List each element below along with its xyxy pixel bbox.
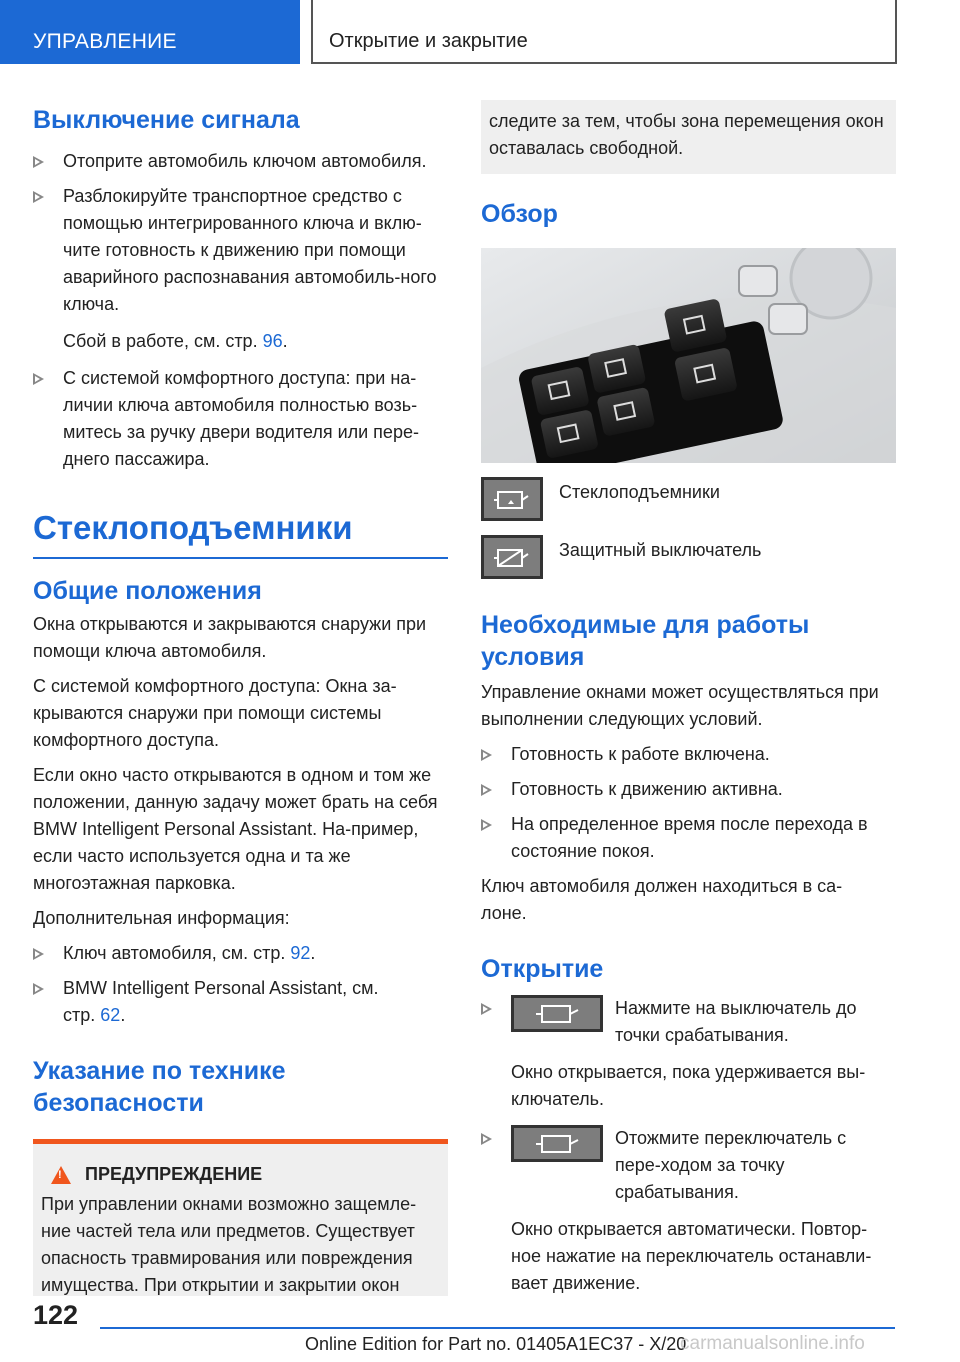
bullet-triangle-icon [33, 191, 44, 203]
legend-label: Стеклоподъемники [559, 482, 720, 502]
paragraph: Ключ автомобиля должен находиться в са-лоне. [481, 876, 843, 923]
page-header-title: Открытие и закрытие [311, 0, 897, 64]
legend-row [481, 477, 896, 521]
edition-text: Online Edition for Part no. 01405A1EC37 - X/20 [305, 1334, 687, 1354]
list-item: Нажмите на выключатель до точки срабатывания. Окно открывается, пока удерживается вы-ключатель. [481, 995, 896, 1113]
paragraph: Если окно часто открываются в одном и том же положении, данную задачу может брать на себя BMW Intelligent Personal Assistant. На-пример, если часто используется одна и та же многоэтажная парковка. [33, 765, 438, 893]
overview-heading: Обзор [481, 200, 558, 228]
list-item: BMW Intelligent Personal Assistant, см. стр. 62. [33, 975, 413, 1029]
warning-text: При управлении окнами возможно защемле-ние частей тела или предметов. Существует опасность травмирования или повреждения имущества. При открытии и закрытии окон [41, 1194, 417, 1295]
bullet-triangle-icon [33, 156, 44, 168]
paragraph: С системой комфортного доступа: Окна за-крываются снаружи при помощи системы комфортного доступа. [33, 676, 397, 750]
windows-heading: Стеклоподъемники [33, 509, 353, 546]
bullet-triangle-icon [481, 749, 492, 761]
list-item: Отожмите переключатель с пере-ходом за точку срабатывания. Окно открывается автоматически. Повтор-ное нажатие на переключатель останавли-вает движение. [481, 1125, 896, 1297]
watermark: carmanualsonline.info [680, 1333, 865, 1354]
warning-box [33, 1139, 448, 1296]
bullet-triangle-icon [481, 784, 492, 796]
bullet-triangle-icon [33, 983, 44, 995]
safety-switch-icon [481, 535, 543, 579]
paragraph: Дополнительная информация: [33, 908, 290, 928]
general-heading: Общие положения [33, 577, 262, 605]
window-switch-panel-photo [481, 248, 896, 463]
right-column [481, 100, 896, 1297]
bullet-triangle-icon [481, 1133, 492, 1145]
legend-label: Защитный выключатель [559, 540, 762, 560]
requirements-heading: Необходимые для работы условия [481, 611, 810, 671]
paragraph: Окна открываются и закрываются снаружи при помощи ключа автомобиля. [33, 614, 427, 661]
list-item: С системой комфортного доступа: при на-личии ключа автомобиля полностью возь-митесь за ручку двери водителя или пере-днего пассажира. [33, 365, 438, 473]
warning-box-continued: следите за тем, чтобы зона перемещения окон оставалась свободной. [481, 100, 896, 174]
page-number: 122 [33, 1300, 79, 1330]
left-column [33, 96, 448, 1296]
window-switch-icon [511, 1125, 603, 1162]
opening-heading: Открытие [481, 955, 604, 983]
list-item: Готовность к движению активна. [481, 776, 896, 803]
heading-rule [33, 557, 448, 559]
fault-reference: Сбой в работе, см. стр. 96. [63, 331, 288, 351]
section-tab: УПРАВЛЕНИЕ [0, 0, 300, 64]
bullet-triangle-icon [481, 819, 492, 831]
bullet-triangle-icon [481, 1003, 492, 1015]
list-item: Ключ автомобиля, см. стр. 92. [33, 940, 448, 967]
warning-triangle-icon [51, 1166, 71, 1184]
footer-rule [100, 1327, 895, 1329]
bullet-triangle-icon [33, 948, 44, 960]
bullet-triangle-icon [33, 373, 44, 385]
list-item: Разблокируйте транспортное средство с помощью интегрированного ключа и вклю-чите готовность к движению при помощи аварийного распознавания автомобиль-ного ключа. [33, 183, 445, 318]
paragraph: Управление окнами может осуществляться при выполнении следующих условий. [481, 682, 879, 729]
list-item: На определенное время после перехода в состояние покоя. [481, 811, 893, 865]
safety-heading: Указание по технике безопасности [33, 1057, 286, 1117]
page-link[interactable]: 92 [290, 943, 311, 963]
page-link[interactable]: 62 [100, 1005, 121, 1025]
window-switch-icon [511, 995, 603, 1032]
list-item: Отоприте автомобиль ключом автомобиля. [33, 148, 448, 175]
warning-header: ! ПРЕДУПРЕЖДЕНИЕ [41, 1164, 440, 1185]
legend-row [481, 535, 896, 579]
window-switch-icon [481, 477, 543, 521]
alarm-heading: Выключение сигнала [33, 106, 300, 134]
list-item: Готовность к работе включена. [481, 741, 896, 768]
page-link[interactable]: 96 [262, 331, 283, 351]
